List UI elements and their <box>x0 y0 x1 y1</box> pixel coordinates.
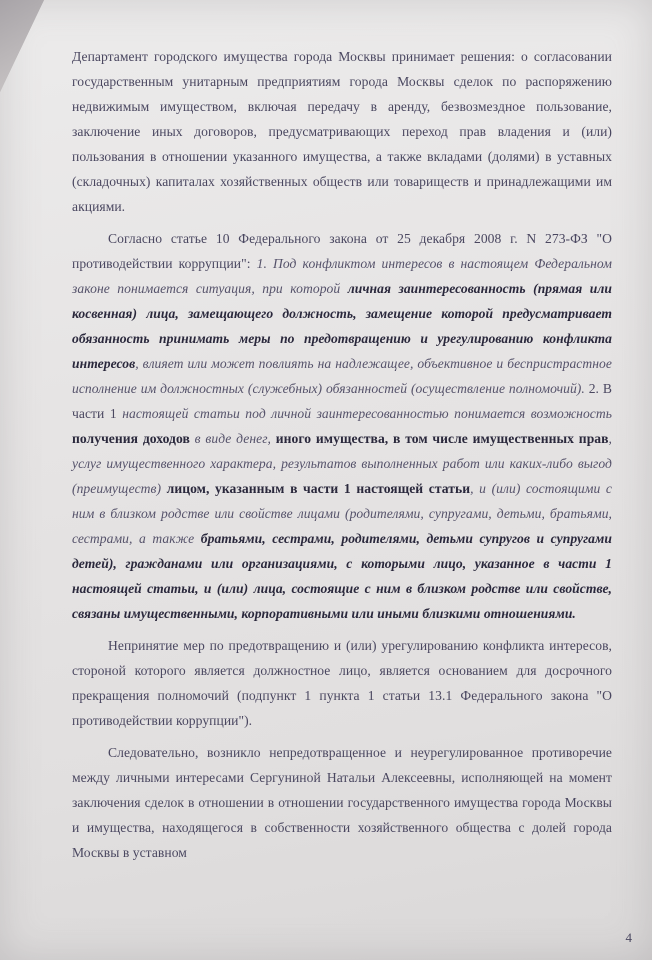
paragraph-2-emphasis-a: личная заинтересованность (прямая или косвенная) лица, замещающего должность, замещение которой предусматривает обязанность принимать меры по предотвращению и урегулированию конфликта интересов <box>72 281 612 371</box>
document-body <box>72 44 612 872</box>
paragraph-2-quote-c: настоящей статьи под личной заинтересованностью понимается возможность <box>122 406 612 421</box>
paragraph-2-part-ref: 2. В части 1 <box>72 381 612 421</box>
paragraph-2-quote-e: , услуг имущественного характера, результатов выполненных работ или каких-либо выгод (преимуществ) <box>72 431 612 496</box>
paragraph-3: Непринятие мер по предотвращению и (или) урегулированию конфликта интересов, стороной которого является должностное лицо, является основанием для досрочного прекращения полномочий (подпункт 1 пункта 1 статьи 13.1 Федерального закона "О противодействии коррупции"). <box>72 638 612 728</box>
paragraph-2-quote-d: в виде денег, <box>189 431 276 446</box>
paragraph-2-emphasis-d: лицом, указанным в части 1 настоящей статьи <box>166 481 471 496</box>
paragraph-1: Департамент городского имущества города Москвы принимает решения: о согласовании государственным унитарным предприятиям города Москвы сделок по распоряжению недвижимым имуществом, включая передачу в аренду, безвозмездное пользование, заключение иных договоров, предусматривающих переход прав владения и (или) пользования в отношении указанного имущества, а также вкладами (долями) в уставных (складочных) капиталах хозяйственных обществ или товариществ и принадлежащими им акциями. <box>72 49 612 214</box>
paragraph-2-emphasis-c: иного имущества, в том числе имущественных прав <box>275 431 609 446</box>
paragraph-2-quote-b: , влияет или может повлиять на надлежащее, объективное и беспристрастное исполнение им должностных (служебных) обязанностей (осуществление полномочий). <box>72 356 612 396</box>
paragraph-2-emphasis-e: братьями, сестрами, родителями, детьми супругов и супругами детей), гражданами или организациями, с которыми лицо, указанное в части 1 настоящей статьи, и (или) лица, состоящие с ним в близком родстве или свойстве, связаны имущественными, корпоративными или иными близкими отношениями. <box>72 531 612 621</box>
paragraph-4: Следовательно, возникло непредотвращенное и неурегулированное противоречие между личными интересами Сергуниной Натальи Алексеевны, исполняющей на момент заключения сделок в отношении в отношении государственного имущества города Москвы и имущества, находящегося в собственности хозяйственного общества с долей города Москвы в уставном <box>72 745 612 860</box>
page-number: 4 <box>625 930 632 945</box>
paragraph-2-quote-f: , и (или) состоящими с ним в близком родстве или свойстве лицами (родителями, супругами, детьми, братьями, сестрами, а также <box>72 481 612 546</box>
paragraph-2-intro: Согласно статье 10 Федерального закона от 25 декабря 2008 г. N 273-ФЗ "О противодействии коррупции": <box>72 231 612 271</box>
paragraph-2 <box>72 226 612 626</box>
paragraph-2-emphasis-b: получения доходов <box>72 431 190 446</box>
paragraph-2-quote-a: 1. Под конфликтом интересов в настоящем Федеральном законе понимается ситуация, при которой <box>72 256 612 296</box>
